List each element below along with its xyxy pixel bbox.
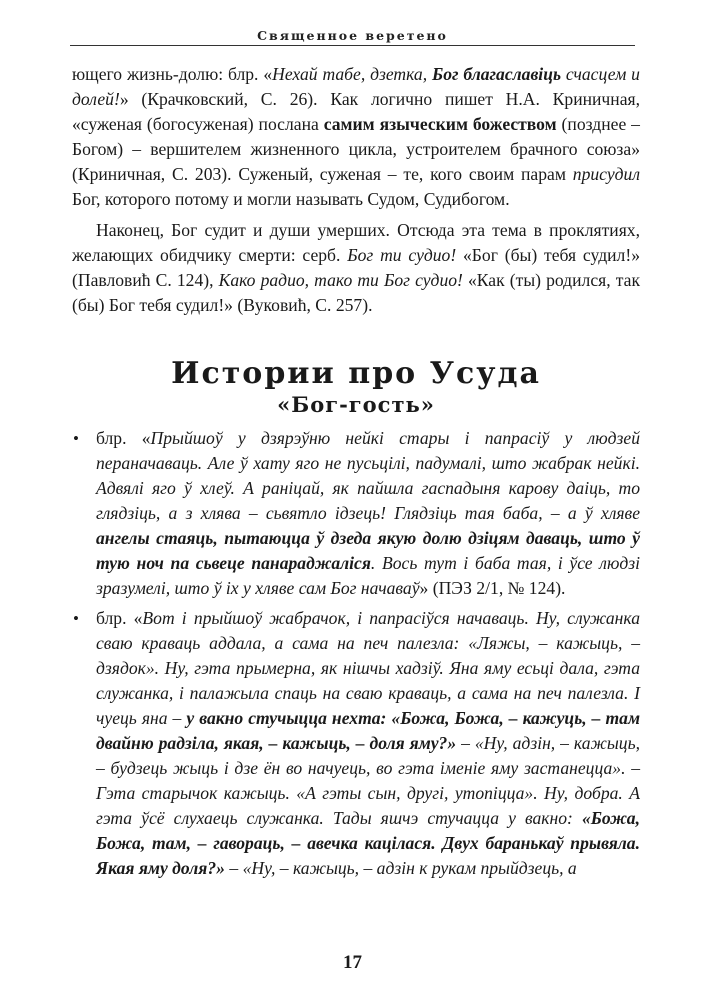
p2-text-3: «Как (ты) родился, так (бы) Бог тебя судил!» (Вуковић, С. 257). xyxy=(72,270,640,315)
paragraph-1 xyxy=(72,62,640,212)
p1-text-2: » (Крачковский, С. 26). Как логично пишет Н.А. Криничная, «суженая (богосуженая) послана xyxy=(72,89,640,134)
bullet-list xyxy=(72,426,640,881)
p1-text-3: (позднее – Богом) – вершителем жизненного цикла, устроителем брачного союза» (Криничная, С. 203). Суженый, суженая – те, кого своим парам xyxy=(72,114,640,184)
p1-bold-1: самим языческим божеством xyxy=(323,114,557,134)
running-head: Священное веретено xyxy=(257,28,448,43)
bullet-icon: • xyxy=(73,429,79,448)
page-number: 17 xyxy=(343,952,362,973)
section-title: Истории про Усуда xyxy=(171,356,541,391)
p2-text-1: Наконец, Бог судит и души умерших. Отсюда эта тема в проклятиях, желающих обидчику смерти: серб. xyxy=(72,220,640,265)
paragraph-2 xyxy=(72,218,640,318)
quote-italic: Вот і прыйшоў жабрачок, і папрасіўся начаваць. Ну, служанка сваю краваць аддала, а сама на печ палезла: «Ляжы, – кажыць, – дзядок». Ну, гэта прымерна, як нішчы хадзіў. Яна яму есьці дала, гэта служанка, і палажыла спаць на сваю краваць, а сама на печ палезла. І чуець яна – у вакно стучыцца нехта: «Божа, Божа, – кажуць, – там двайню радзіла, якая, – кажыць, – доля яму?» – «Ну, адзін, – кажыць, – будзець жыць і дзе ён во начуець, во гэта іменіе яму застанецца». – Гэта старычок кажыць. «А гэты сын, другі, утопіцца». Ну, добра. А гэта ўсё слухаець служанка. Тады яшчэ стучацца у вакно: «Божа, Божа, там, – гавораць, – авечка кацілася. Двух баранькаў прывяла. Якая яму доля?» – «Ну, – кажыць, – адзін к рукам прыйдзець, а xyxy=(96,608,640,878)
quote-italic: Прыйшоў у дзярэўню нейкі стары і папрасіў у людзей пераначаваць. Але ў хату яго не пусьцілі, падумалі, што жабрак нейкі. Адвялі яго ў хлеў. А раніцай, як пайшла гаспадыня карову даіць, то глядзіць, а з хлява – сьвятло ідзець! Глядзіць тая баба, – а ў хляве ангелы стаяць, пытаюцца ў дзеда якую долю дзіцям даваць, што ў тую ноч па сьвеце панараджаліся. Вось тут і баба тая, і ўсе людзі зразумелі, што ў іх у хляве сам Бог начаваў xyxy=(96,428,640,598)
bullet-icon: • xyxy=(73,609,79,628)
list-item: • блр. «Прыйшоў у дзярэўню нейкі стары і папрасіў у людзей пераначаваць. Але ў хату яго не пусьцілі, падумалі, што жабрак нейкі. Адвялі яго ў хлеў. А раніцай, як пайшла гаспадыня карову даіць, то глядзіць, а з хлява – сьвятло ідзець! Глядзіць тая баба, – а ў хляве ангелы стаяць, пытаюцца ў дзеда якую долю дзіцям даваць, што ў тую ноч па сьвеце панараджаліся. Вось тут і баба тая, і ўсе людзі зразумелі, што ў іх у хляве сам Бог начаваў» (ПЭЗ 2/1, № 124). xyxy=(73,428,640,598)
list-item: • блр. «Вот і прыйшоў жабрачок, і папрасіўся начаваць. Ну, служанка сваю краваць аддала, а сама на печ палезла: «Ляжы, – кажыць, – дзядок». Ну, гэта прымерна, як нішчы хадзіў. Яна яму есьці дала, гэта служанка, і палажыла спаць на сваю краваць, а сама на печ палезла. І чуець яна – у вакно стучыцца нехта: «Божа, Божа, – кажуць, – там двайню радзіла, якая, – кажыць, – доля яму?» – «Ну, адзін, – кажыць, – будзець жыць і дзе ён во начуець, во гэта іменіе яму застанецца». – Гэта старычок кажыць. «А гэты сын, другі, утопіцца». Ну, добра. А гэта ўсё слухаець служанка. Тады яшчэ стучацца у вакно: «Божа, Божа, там, – гавораць, – авечка кацілася. Двух баранькаў прывяла. Якая яму доля?» – «Ну, – кажыць, – адзін к рукам прыйдзець, а xyxy=(73,608,640,878)
p1-italic-2: присудил xyxy=(572,164,640,184)
quote-bold: ангелы стаяць, пытаюцца ў дзеда якую долю дзіцям даваць, што ў тую ноч па сьвеце панараджаліся xyxy=(96,528,640,573)
page-body xyxy=(72,62,640,886)
quote-bold: «Божа, Божа, там, – гавораць, – авечка кацілася. Двух баранькаў прывяла. Якая яму доля?» xyxy=(96,808,640,878)
p1-text-4: Бог, которого потому и могли называть Судом, Судибогом. xyxy=(72,189,510,209)
p2-italic-2: Како радио, тако ти Бог судио! xyxy=(218,270,463,290)
p1-bold-italic: Бог благаславіць xyxy=(432,64,562,84)
p2-italic-1: Бог ти судио! xyxy=(347,245,457,265)
p1-italic-1: Нехай табе, дзетка, Бог благаславіць счасцем и долей! xyxy=(72,64,640,109)
p1-text-1: ющего жизнь-долю: блр. « xyxy=(72,64,273,84)
quote-bold: у вакно стучыцца нехта: «Божа, Божа, – кажуць, – там двайню радзіла, якая, – кажыць, – доля яму?» xyxy=(96,708,640,753)
section-subtitle: «Бог-гость» xyxy=(277,392,435,417)
p2-text-2: «Бог (бы) тебя судил!» (Павловић С. 124), xyxy=(72,245,640,290)
header-rule xyxy=(70,45,635,46)
